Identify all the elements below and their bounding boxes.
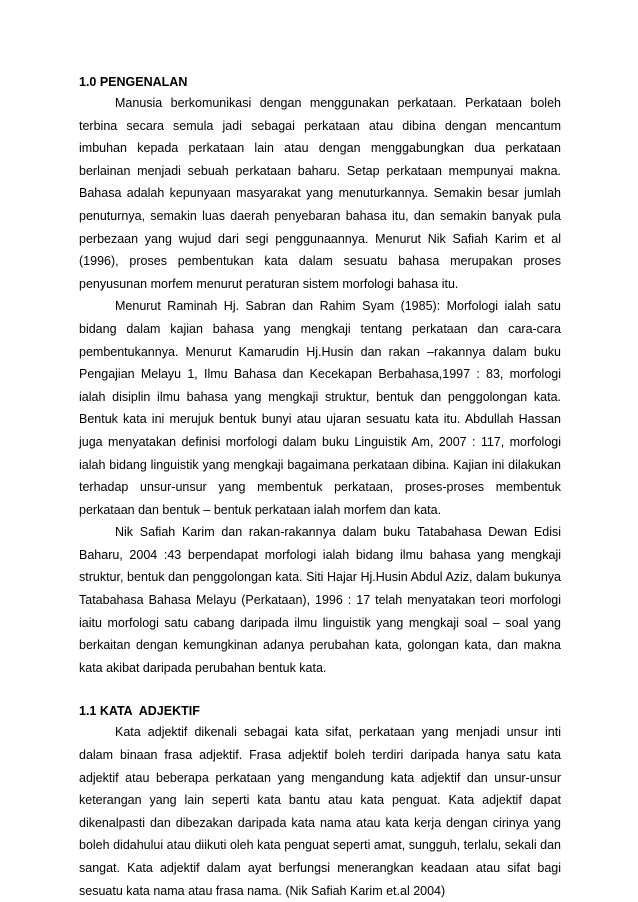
- section-heading-pengenalan: 1.0 PENGENALAN: [79, 75, 188, 89]
- paragraph-pengenalan-2: Menurut Raminah Hj. Sabran dan Rahim Syam (1985): Morfologi ialah satu bidang dalam kajian bahasa yang mengkaji tentang perkataan dan cara-cara pembentukannya. Menurut Kamarudin Hj.Husin dan rakan –rakannya dalam buku Pengajian Melayu 1, Ilmu Bahasa dan Kecekapan Berbahasa,1997 : 83, morfologi ialah disiplin ilmu bahasa yang mengkaji struktur, bentuk dan penggolongan kata. Bentuk kata ini merujuk bentuk bunyi atau ujaran sesuatu kata itu. Abdullah Hassan juga menyatakan definisi morfologi dalam buku Linguistik Am, 2007 : 117, morfologi ialah bidang linguistik yang mengkaji bagaimana perkataan dibina. Kajian ini dilakukan terhadap unsur-unsur yang membentuk perkataan, proses-proses membentuk perkataan dan bentuk – bentuk perkataan ialah morfem dan kata.: [79, 299, 561, 517]
- document-page: [79, 72, 561, 902]
- section-heading-kata-adjektif: 1.1 KATA ADJEKTIF: [79, 704, 200, 719]
- paragraph-kata-adjektif-1: Kata adjektif dikenali sebagai kata sifat, perkataan yang menjadi unsur inti dalam binaan frasa adjektif. Frasa adjektif boleh terdiri daripada hanya satu kata adjektif atau beberapa perkataan yang mengandung kata adjektif dan unsur-unsur keterangan yang lain seperti kata bantu atau kata penguat. Kata adjektif dapat dikenalpasti dan dibezakan daripada kata nama atau kata kerja dengan cirinya yang boleh didahului atau diikuti oleh kata penguat seperti amat, sungguh, terlalu, sekali dan sangat. Kata adjektif dalam ayat berfungsi menerangkan keadaan atau sifat bagi sesuatu kata nama atau frasa nama. (Nik Safiah Karim et.al 2004): [79, 725, 561, 898]
- paragraph-pengenalan-3: Nik Safiah Karim dan rakan-rakannya dalam buku Tatabahasa Dewan Edisi Baharu, 2004 :43 berpendapat morfologi ialah bidang ilmu bahasa yang mengkaji struktur, bentuk dan penggolongan kata. Siti Hajar Hj.Husin Abdul Aziz, dalam bukunya Tatabahasa Bahasa Melayu (Perkataan), 1996 : 17 telah menyatakan teori morfologi iaitu morfologi satu cabang daripada ilmu linguistik yang mengkaji soal – soal yang berkaitan dengan kemungkinan adanya perubahan kata, golongan kata, dan makna kata akibat daripada perubahan bentuk kata.: [79, 525, 561, 675]
- paragraph-pengenalan-1: Manusia berkomunikasi dengan menggunakan perkataan. Perkataan boleh terbina secara semula jadi sebagai perkataan atau dibina dengan mencantum imbuhan kepada perkataan lain atau dengan menggabungkan dua perkataan berlainan menjadi sebuah perkataan baharu. Setap perkataan mempunyai makna. Bahasa adalah kepunyaan masyarakat yang menuturkannya. Semakin besar jumlah penuturnya, semakin luas daerah penyebaran bahasa itu, dan semakin banyak pula perbezaan yang wujud dari segi penggunaannya. Menurut Nik Safiah Karim et al (1996), proses pembentukan kata dalam sesuatu bahasa merupakan proses penyusunan morfem menurut peraturan sistem morfologi bahasa itu.: [79, 96, 561, 291]
- section-spacer: [79, 679, 561, 701]
